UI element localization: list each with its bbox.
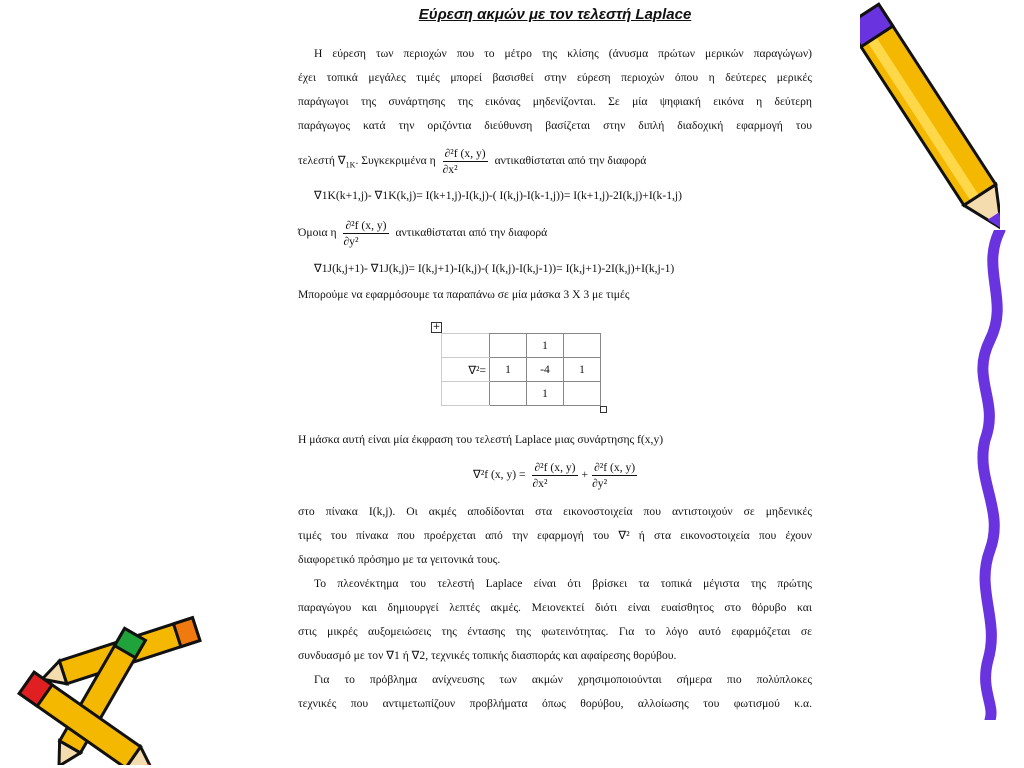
fraction-d2f-dy2: $\frac{\text{∂²f (x, y)}}{\text{∂y²}}$ bbox=[343, 219, 387, 248]
similarly-text: Όμοια η bbox=[298, 226, 337, 240]
table-row bbox=[442, 358, 601, 382]
squiggle-decoration bbox=[970, 230, 1024, 720]
paragraph-2-line-3: διαφορετικό πρόσημο με τα γειτονικά τους. bbox=[298, 553, 501, 566]
equation-horizontal: ∇1K(k+1,j)- ∇1K(k,j)= I(k+1,j)-I(k,j)-( I(k,j)-I(k-1,j))= I(k+1,j)-2I(k,j)+I(k-1,j) bbox=[314, 189, 682, 202]
laplace-expression-text: Η μάσκα αυτή είναι μία έκφραση του τελεστή Laplace μιας συνάρτησης f(x,y) bbox=[298, 433, 664, 446]
pencils-icon bbox=[0, 615, 210, 765]
table-cell bbox=[490, 334, 527, 358]
paragraph-1-line-4: παράγωγος κατά την οριζόντια διεύθυνση βασίζεται στην διπλή διαδοχική εφαρμογή του bbox=[298, 119, 812, 132]
operator-text: τελεστή ∇ bbox=[298, 154, 346, 168]
table-cell: 1 bbox=[564, 358, 601, 382]
table-cell bbox=[490, 382, 527, 406]
fraction-d2f-dx2: $\frac{\text{∂²f (x, y)}}{\text{∂x²}}$ bbox=[442, 147, 486, 176]
replaced-by-text-2: αντικαθίσταται από την διαφορά bbox=[395, 226, 548, 240]
mask-intro: Μπορούμε να εφαρμόσουμε τα παραπάνω σε μία μάσκα 3 X 3 με τιμές bbox=[298, 288, 630, 301]
document-title: Εύρεση ακμών με τον τελεστή Laplace bbox=[418, 6, 692, 23]
table-cell: 1 bbox=[527, 334, 564, 358]
paragraph-4-line-2: τεχνικές που αντιμετωπίζουν προβλήματα όπως θορύβου, αλλοίωσης του φωτισμού κ.α. bbox=[298, 697, 812, 710]
paragraph-4-line-1: Για το πρόβλημα ανίχνευσης των ακμών χρησιμοποιούνται σήμερα πιο πολύπλοκες bbox=[314, 673, 812, 686]
table-row bbox=[442, 334, 601, 358]
table-cell: -4 bbox=[527, 358, 564, 382]
laplace-equation: ∇²f (x, y) = $\frac{\text{∂²f (x, y)}}{\text{∂x²}}$ + $\frac{\text{∂²f (x, y)}}{\text{∂y²}}$ bbox=[473, 460, 636, 490]
table-cell bbox=[564, 382, 601, 406]
paragraph-1-line-1: Η εύρεση των περιοχών που το μέτρο της κλίσης (άνυσμα πρώτων μερικών παραγώγων) bbox=[314, 47, 812, 60]
specifically-text: . Συγκεκριμένα η bbox=[355, 154, 436, 168]
table-row bbox=[442, 382, 601, 406]
laplace-lhs: ∇²f (x, y) = bbox=[473, 468, 526, 481]
table-cell: 1 bbox=[490, 358, 527, 382]
pencil-icon bbox=[860, 0, 1000, 245]
paragraph-1-line-3: παράγωγοι της συνάρτησης της εικόνας μηδενίζονται. Σε μία ψηφιακή εικόνα η δεύτερη bbox=[298, 95, 812, 108]
mask-label: ∇²= bbox=[442, 358, 490, 382]
table-resize-handle[interactable] bbox=[600, 406, 607, 413]
table-cell bbox=[564, 334, 601, 358]
paragraph-1-line-5: τελεστή $\nabla_{1K}$. Συγκεκριμένα η $\frac{\text{∂²f (x, y)}}{\text{∂x²}}$ αντικαθίσταται από την διαφορά bbox=[298, 147, 647, 176]
paragraph-3-line-3: στις μικρές αυξομειώσεις της έντασης της φωτεινότητας. Για το λόγο αυτό εφαρμόζεται σε bbox=[298, 625, 812, 638]
paragraph-3-line-2: παραγώγου και δημιουργεί λεπτές ακμές. Μειονεκτεί διότι είναι ευαίσθητος στο θόρυβο και bbox=[298, 601, 812, 614]
laplace-mask-table bbox=[441, 333, 601, 406]
table-move-handle-icon[interactable]: + bbox=[432, 322, 441, 332]
table-cell: 1 bbox=[527, 382, 564, 406]
paragraph-2-line-1: στο πίνακα I(k,j). Οι ακμές αποδίδονται στα εικονοστοιχεία που αντιστοιχούν σε μηδενικές bbox=[298, 505, 812, 518]
paragraph-3-line-4: συνδυασμό με τον ∇1 ή ∇2, τεχνικές τοπικής διασποράς και αφαίρεσης θορύβου. bbox=[298, 649, 677, 662]
paragraph-3-line-1: Το πλεονέκτημα του τελεστή Laplace είναι ότι βρίσκει τα τοπικά μέγιστα της πρώτης bbox=[314, 577, 812, 590]
paragraph-2-line-2: τιμές του πίνακα που προέρχεται από την εφαρμογή του ∇² ή στα εικονοστοιχεία που έχουν bbox=[298, 529, 812, 542]
similarly-line bbox=[298, 218, 812, 249]
fraction-d2f-dx2-b: $\frac{\text{∂²f (x, y)}}{\text{∂x²}}$ bbox=[532, 460, 576, 490]
equation-vertical: ∇1J(k,j+1)- ∇1J(k,j)= I(k,j+1)-I(k,j)-( I(k,j)-I(k,j-1))= I(k,j+1)-2I(k,j)+I(k,j-1) bbox=[314, 262, 675, 275]
paragraph-1-line-2: έχει τοπικά μεγάλες τιμές μπορεί βασισθεί στην εύρεση περιοχών όπου η δεύτερες μερικές bbox=[298, 71, 812, 84]
fraction-d2f-dy2-b: $\frac{\text{∂²f (x, y)}}{\text{∂y²}}$ bbox=[592, 460, 636, 490]
replaced-by-text: αντικαθίσταται από την διαφορά bbox=[494, 154, 647, 168]
